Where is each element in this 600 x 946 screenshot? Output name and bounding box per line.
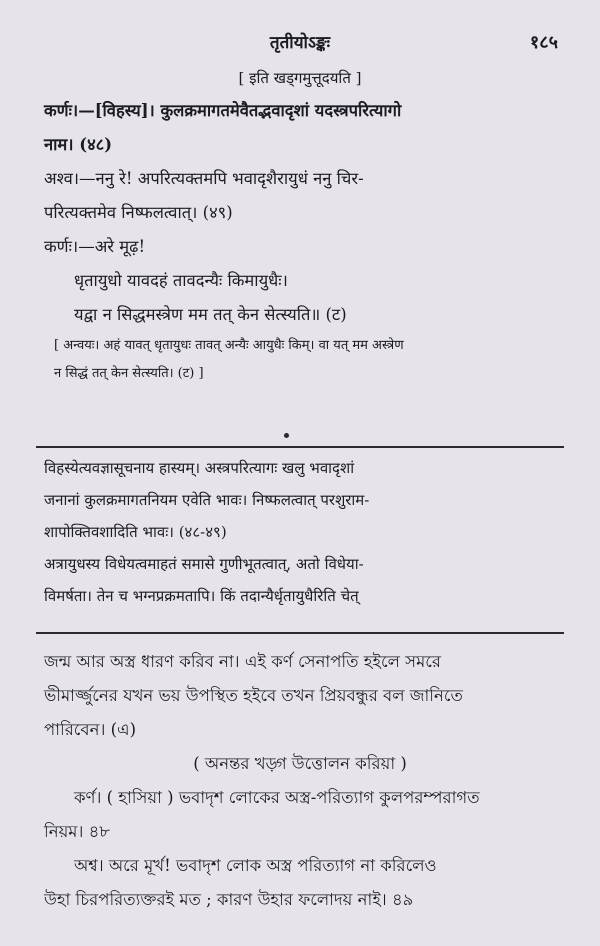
translation-line: নিয়ম। ৪৮	[44, 822, 111, 841]
commentary-line: अत्रायुधस्य विधेयत्वमाहतं समासे गुणीभूतत्वात्, अतो विधेया-	[44, 555, 364, 573]
running-title: तृतीयोऽङ्कः	[269, 33, 331, 53]
dialogue-line: अश्व।—ननु रे! अपरित्यक्तमपि भवादृशैरायुधं ननु चिर-	[44, 169, 364, 188]
dialogue-line: नाम। (४८)	[44, 135, 113, 154]
commentary-line: विमर्षता। तेन च भग्नप्रक्रमतापि। किं तदान्यैर्धृतायुधैरिति चेत्	[44, 587, 359, 605]
translation-line: জন্ম আর অস্ত্র ধারণ করিব না। এই কর্ণ সেনাপতি হইলে সমরে	[44, 652, 441, 671]
anvaya-line: [ अन्वयः। अहं यावत् धृतायुधः तावत् अन्यैः आयुधैः किम्। वा यत् मम अस्त्रेण	[54, 338, 404, 353]
translation-line: অশ্ব। অরে মূর্খ! ভবাদৃশ লোক অস্ত্র পরিত্যাগ না করিলেও	[74, 856, 437, 875]
translation-line: ভীমার্জ্জুনের যখন ভয় উপস্থিত হইবে তখন প্রিয়বন্ধুর বল জানিতে	[44, 686, 463, 705]
dialogue-line: कर्णः।—[विहस्य]। कुलक्रमागतमेवैतद्भवादृशां यदस्त्रपरित्यागो	[44, 101, 402, 120]
dialogue-line: परित्यक्तमेव निष्फलत्वात्। (४९)	[44, 203, 233, 222]
section-divider	[36, 446, 564, 448]
translation-line: পারিবেন। (এ)	[44, 720, 137, 739]
bengali-translation	[44, 645, 556, 917]
verse-line: धृतायुधो यावदहं तावदन्यैः किमायुधैः।	[74, 271, 288, 290]
page-number: १८५	[529, 32, 558, 53]
translation-line: উহা চিরপরিত্যক্তরই মত ; কারণ উহার ফলোদয় নাই। ৪৯	[44, 890, 414, 909]
center-dot	[284, 433, 289, 438]
commentary-section	[44, 452, 556, 612]
commentary-line: विहस्येत्यवज्ञासूचनाय हास्यम्। अस्त्रपरित्यागः खलु भवादृशां	[44, 459, 355, 477]
translation-line: কর্ণ। ( হাসিয়া ) ভবাদৃশ লোকের অস্ত্র-পরিত্যাগ কুলপরম্পরাগত	[74, 788, 480, 807]
commentary-line: जनानां कुलक्रमागतनियम एवेति भावः। निष्फलत्वात् परशुराम-	[44, 491, 370, 509]
verse-line: यद्वा न सिद्धमस्त्रेण मम तत् केन सेत्स्यति॥ (ट)	[74, 305, 347, 324]
dialogue-line: कर्णः।—अरे मूढ़!	[44, 237, 146, 256]
anvaya-line: न सिद्धं तत् केन सेत्स्यति। (ट) ]	[54, 366, 204, 381]
page-header	[0, 30, 600, 60]
section-divider	[36, 632, 564, 634]
verse-section	[44, 62, 556, 388]
stage-direction: [ इति खड्‌गमुत्तूदयति ]	[238, 69, 362, 87]
stage-direction: ( অনন্তর খড়্গ উত্তোলন করিয়া )	[193, 754, 407, 773]
commentary-line: शापोक्तिवशादिति भावः। (४८-४९)	[44, 523, 227, 541]
